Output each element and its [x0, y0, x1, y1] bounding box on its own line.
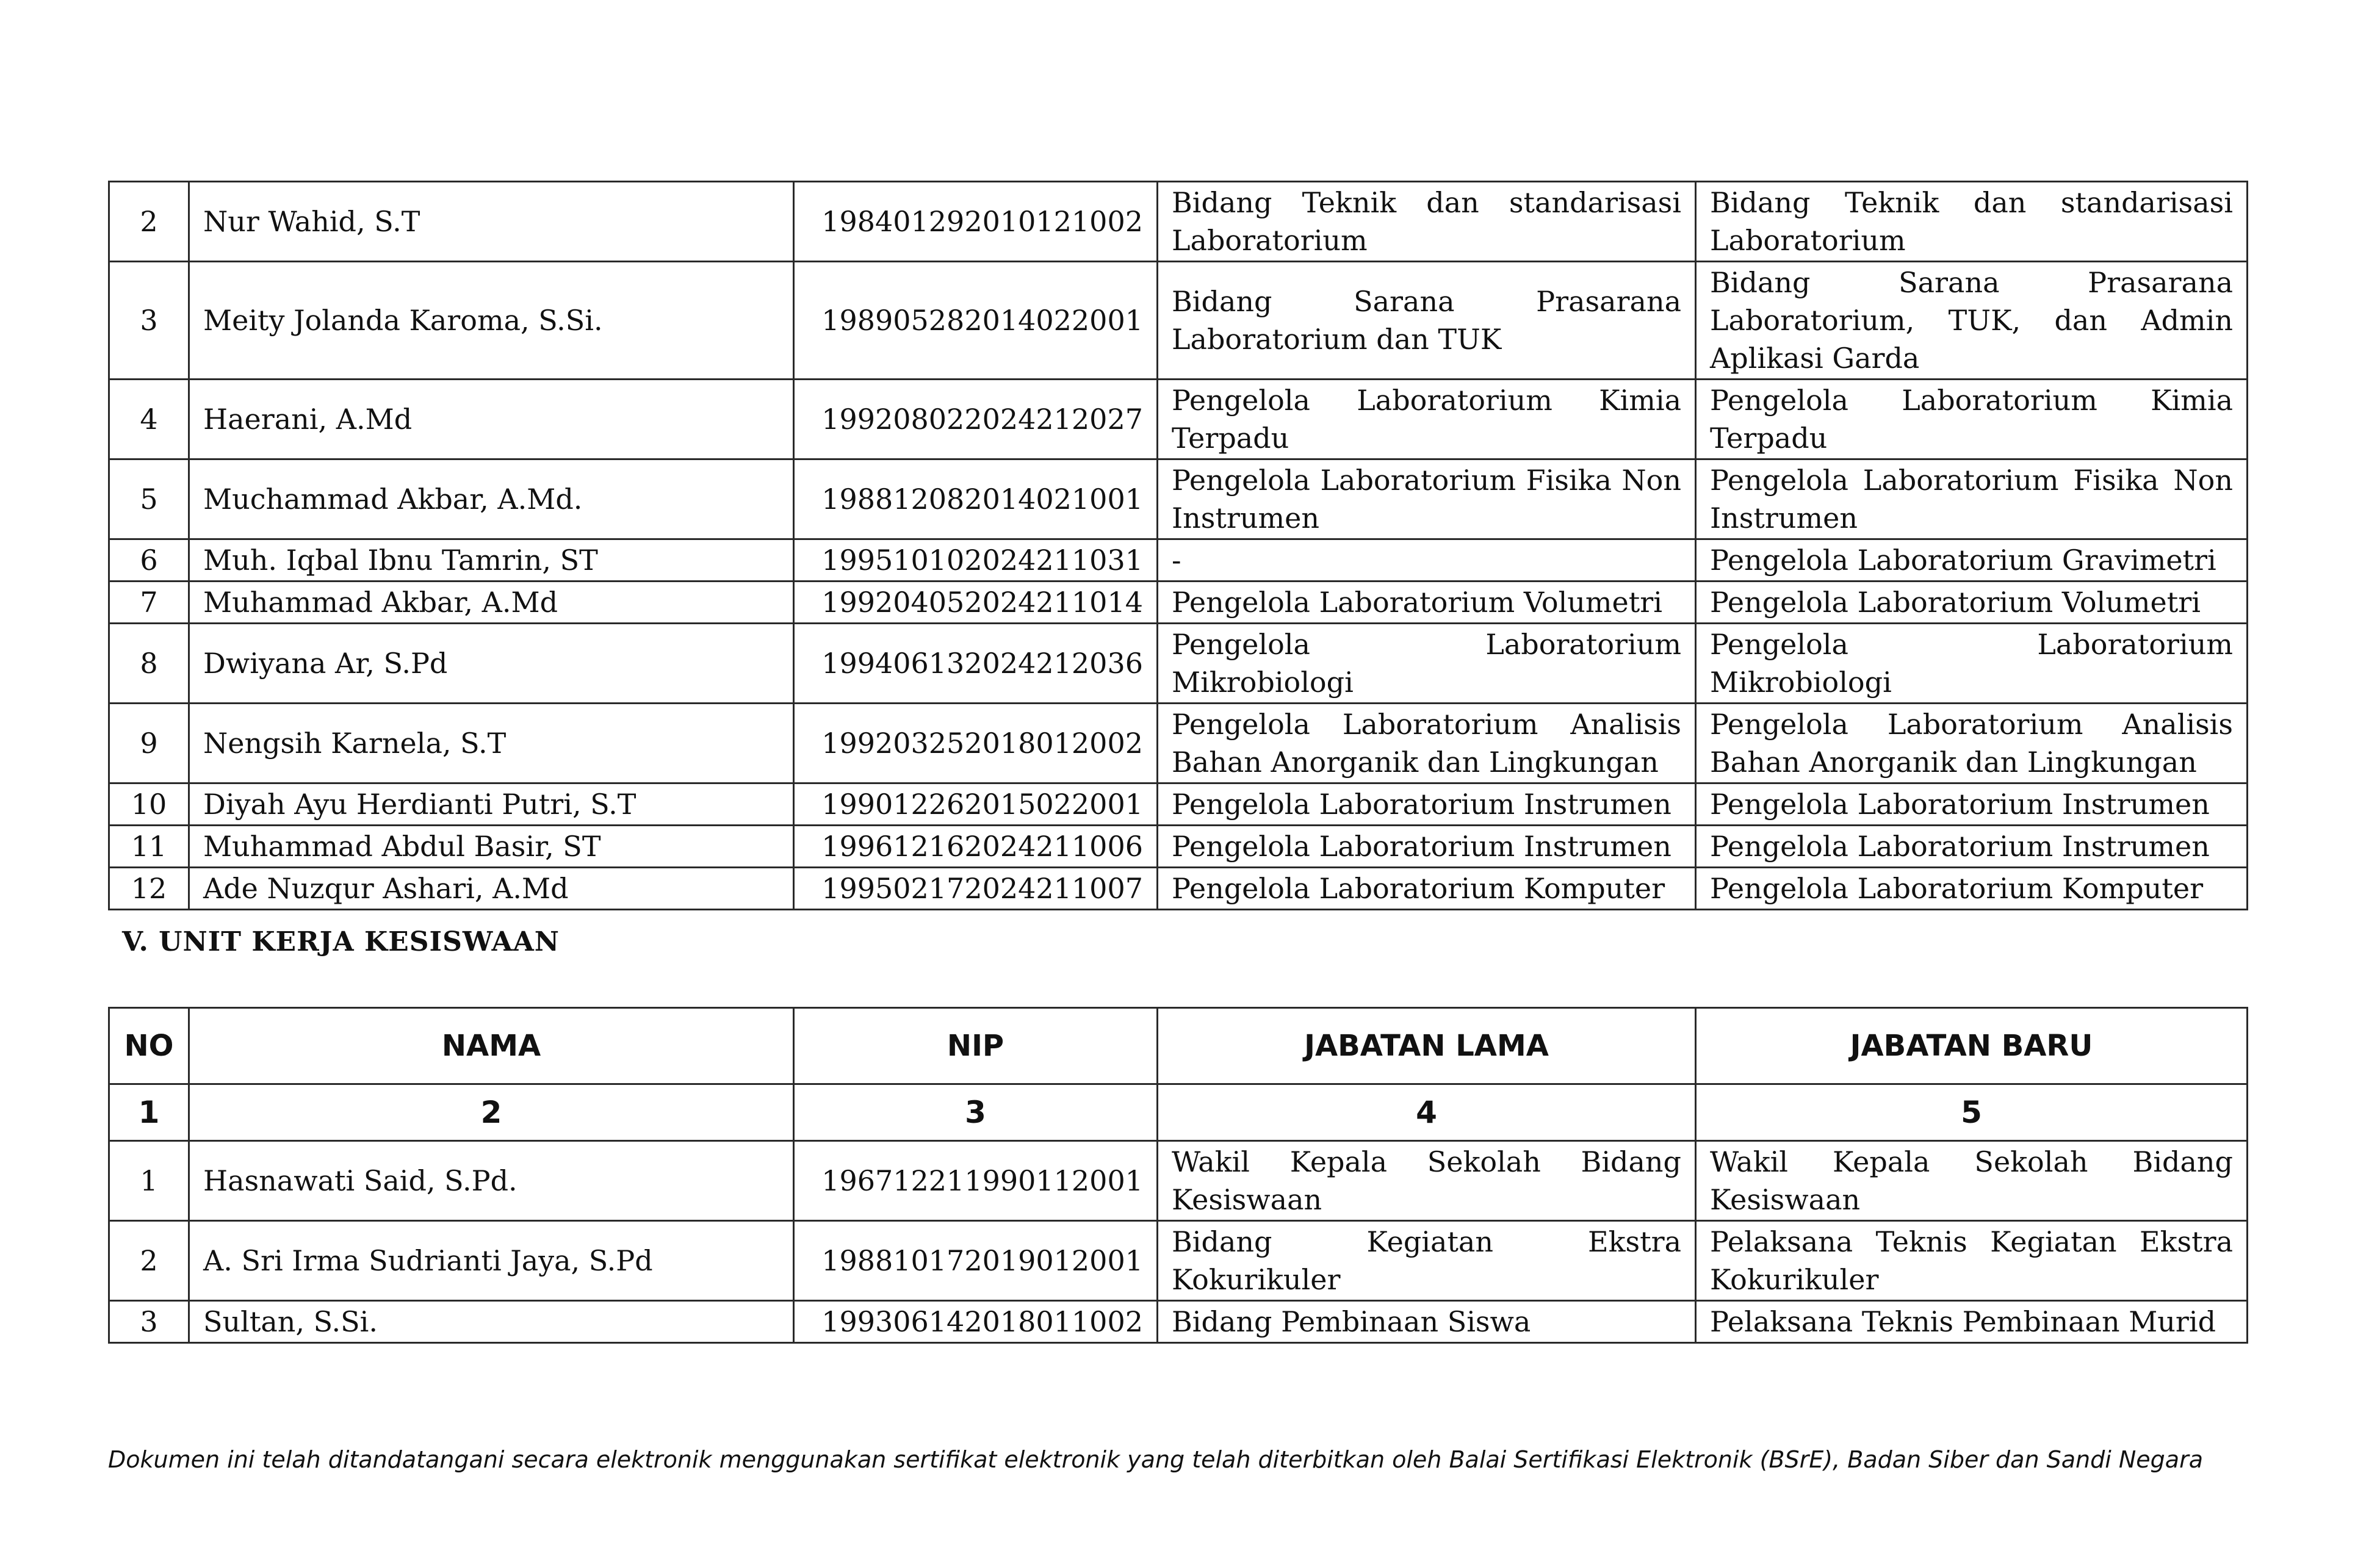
cell-no: 2: [109, 182, 189, 262]
table-row: [109, 624, 2248, 704]
header-no: NO: [109, 1008, 189, 1084]
cell-no: 7: [109, 582, 189, 624]
cell-jabatan-baru: Pengelola Laboratorium Gravimetri: [1696, 539, 2248, 582]
cell-jabatan-lama: Pengelola Laboratorium Volumetri: [1158, 582, 1696, 624]
table-header-row: [109, 1008, 2248, 1084]
cell-no: 8: [109, 624, 189, 704]
cell-no: 12: [109, 868, 189, 910]
cell-jabatan-lama: Pengelola Laboratorium Komputer: [1158, 868, 1696, 910]
e-signature-footer: Dokumen ini telah ditandatangani secara elektronik menggunakan sertifikat elektronik yang telah diterbitkan oleh Balai Sertifikasi Elektronik (BSrE), Badan Siber dan Sandi Negara: [108, 1446, 2203, 1473]
kesiswaan-table: [108, 1007, 2248, 1344]
cell-jabatan-baru: Pengelola Laboratorium Volumetri: [1696, 582, 2248, 624]
cell-no: 3: [109, 1301, 189, 1343]
table-row: [109, 459, 2248, 539]
cell-nip: 199208022024212027: [794, 380, 1158, 459]
table-row: [109, 1301, 2248, 1343]
cell-nip: 198905282014022001: [794, 262, 1158, 380]
cell-nip: 199510102024211031: [794, 539, 1158, 582]
cell-nip: 199502172024211007: [794, 868, 1158, 910]
cell-no: 1: [109, 1141, 189, 1221]
cell-nama: Haerani, A.Md: [189, 380, 794, 459]
cell-nama: Diyah Ayu Herdianti Putri, S.T: [189, 783, 794, 826]
cell-no: 2: [109, 1221, 189, 1301]
table-row: [109, 262, 2248, 380]
cell-jabatan-lama: Pengelola Laboratorium Fisika Non Instrumen: [1158, 459, 1696, 539]
cell-nama: Sultan, S.Si.: [189, 1301, 794, 1343]
cell-nama: Muhammad Akbar, A.Md: [189, 582, 794, 624]
table-row: [109, 380, 2248, 459]
cell-jabatan-baru: Pengelola Laboratorium Kimia Terpadu: [1696, 380, 2248, 459]
cell-nama: Nengsih Karnela, S.T: [189, 704, 794, 783]
column-number: 3: [794, 1084, 1158, 1141]
cell-jabatan-lama: Pengelola Laboratorium Analisis Bahan Anorganik dan Lingkungan: [1158, 704, 1696, 783]
kesiswaan-table-body: [109, 1141, 2248, 1343]
header-jabatan-baru: JABATAN BARU: [1696, 1008, 2248, 1084]
column-number: 2: [189, 1084, 794, 1141]
cell-nama: Meity Jolanda Karoma, S.Si.: [189, 262, 794, 380]
cell-jabatan-lama: Bidang Pembinaan Siswa: [1158, 1301, 1696, 1343]
cell-nama: Nur Wahid, S.T: [189, 182, 794, 262]
table-row: [109, 704, 2248, 783]
table-row: [109, 182, 2248, 262]
header-nip: NIP: [794, 1008, 1158, 1084]
cell-nama: Ade Nuzqur Ashari, A.Md: [189, 868, 794, 910]
cell-nip: 198401292010121002: [794, 182, 1158, 262]
cell-nip: 199012262015022001: [794, 783, 1158, 826]
cell-jabatan-baru: Pengelola Laboratorium Mikrobiologi: [1696, 624, 2248, 704]
cell-jabatan-baru: Wakil Kepala Sekolah Bidang Kesiswaan: [1696, 1141, 2248, 1221]
cell-nip: 199406132024212036: [794, 624, 1158, 704]
table-row: [109, 539, 2248, 582]
cell-no: 3: [109, 262, 189, 380]
column-number-row: [109, 1084, 2248, 1141]
cell-nama: Muhammad Abdul Basir, ST: [189, 826, 794, 868]
cell-no: 11: [109, 826, 189, 868]
cell-jabatan-baru: Pengelola Laboratorium Fisika Non Instrumen: [1696, 459, 2248, 539]
cell-nama: Muh. Iqbal Ibnu Tamrin, ST: [189, 539, 794, 582]
cell-jabatan-lama: Bidang Kegiatan Ekstra Kokurikuler: [1158, 1221, 1696, 1301]
cell-nama: Dwiyana Ar, S.Pd: [189, 624, 794, 704]
cell-jabatan-baru: Bidang Sarana Prasarana Laboratorium, TUK, dan Admin Aplikasi Garda: [1696, 262, 2248, 380]
table-row: [109, 1221, 2248, 1301]
cell-no: 4: [109, 380, 189, 459]
cell-jabatan-baru: Pengelola Laboratorium Komputer: [1696, 868, 2248, 910]
cell-nip: 199612162024211006: [794, 826, 1158, 868]
cell-nama: A. Sri Irma Sudrianti Jaya, S.Pd: [189, 1221, 794, 1301]
cell-no: 5: [109, 459, 189, 539]
header-jabatan-lama: JABATAN LAMA: [1158, 1008, 1696, 1084]
cell-jabatan-baru: Pengelola Laboratorium Instrumen: [1696, 783, 2248, 826]
cell-nama: Hasnawati Said, S.Pd.: [189, 1141, 794, 1221]
cell-jabatan-baru: Pelaksana Teknis Kegiatan Ekstra Kokurikuler: [1696, 1221, 2248, 1301]
cell-nip: 196712211990112001: [794, 1141, 1158, 1221]
cell-jabatan-lama: Pengelola Laboratorium Instrumen: [1158, 783, 1696, 826]
section-title: V. UNIT KERJA KESISWAAN: [122, 926, 560, 957]
cell-jabatan-baru: Pengelola Laboratorium Instrumen: [1696, 826, 2248, 868]
table-row: [109, 868, 2248, 910]
cell-nama: Muchammad Akbar, A.Md.: [189, 459, 794, 539]
cell-jabatan-lama: Wakil Kepala Sekolah Bidang Kesiswaan: [1158, 1141, 1696, 1221]
cell-jabatan-lama: -: [1158, 539, 1696, 582]
cell-jabatan-lama: Pengelola Laboratorium Mikrobiologi: [1158, 624, 1696, 704]
cell-jabatan-lama: Bidang Sarana Prasarana Laboratorium dan TUK: [1158, 262, 1696, 380]
cell-no: 9: [109, 704, 189, 783]
table-row: [109, 1141, 2248, 1221]
header-nama: NAMA: [189, 1008, 794, 1084]
column-number: 1: [109, 1084, 189, 1141]
cell-nip: 198812082014021001: [794, 459, 1158, 539]
cell-nip: 199204052024211014: [794, 582, 1158, 624]
cell-no: 6: [109, 539, 189, 582]
table-row: [109, 582, 2248, 624]
cell-jabatan-lama: Bidang Teknik dan standarisasi Laboratorium: [1158, 182, 1696, 262]
cell-nip: 198810172019012001: [794, 1221, 1158, 1301]
column-number: 4: [1158, 1084, 1696, 1141]
cell-nip: 199306142018011002: [794, 1301, 1158, 1343]
column-number: 5: [1696, 1084, 2248, 1141]
cell-jabatan-baru: Bidang Teknik dan standarisasi Laboratorium: [1696, 182, 2248, 262]
cell-nip: 199203252018012002: [794, 704, 1158, 783]
cell-jabatan-lama: Pengelola Laboratorium Kimia Terpadu: [1158, 380, 1696, 459]
cell-jabatan-baru: Pengelola Laboratorium Analisis Bahan Anorganik dan Lingkungan: [1696, 704, 2248, 783]
cell-jabatan-lama: Pengelola Laboratorium Instrumen: [1158, 826, 1696, 868]
cell-no: 10: [109, 783, 189, 826]
table-row: [109, 783, 2248, 826]
staff-table-continued: [108, 181, 2248, 910]
cell-jabatan-baru: Pelaksana Teknis Pembinaan Murid: [1696, 1301, 2248, 1343]
staff-table-body: [109, 182, 2248, 910]
table-row: [109, 826, 2248, 868]
